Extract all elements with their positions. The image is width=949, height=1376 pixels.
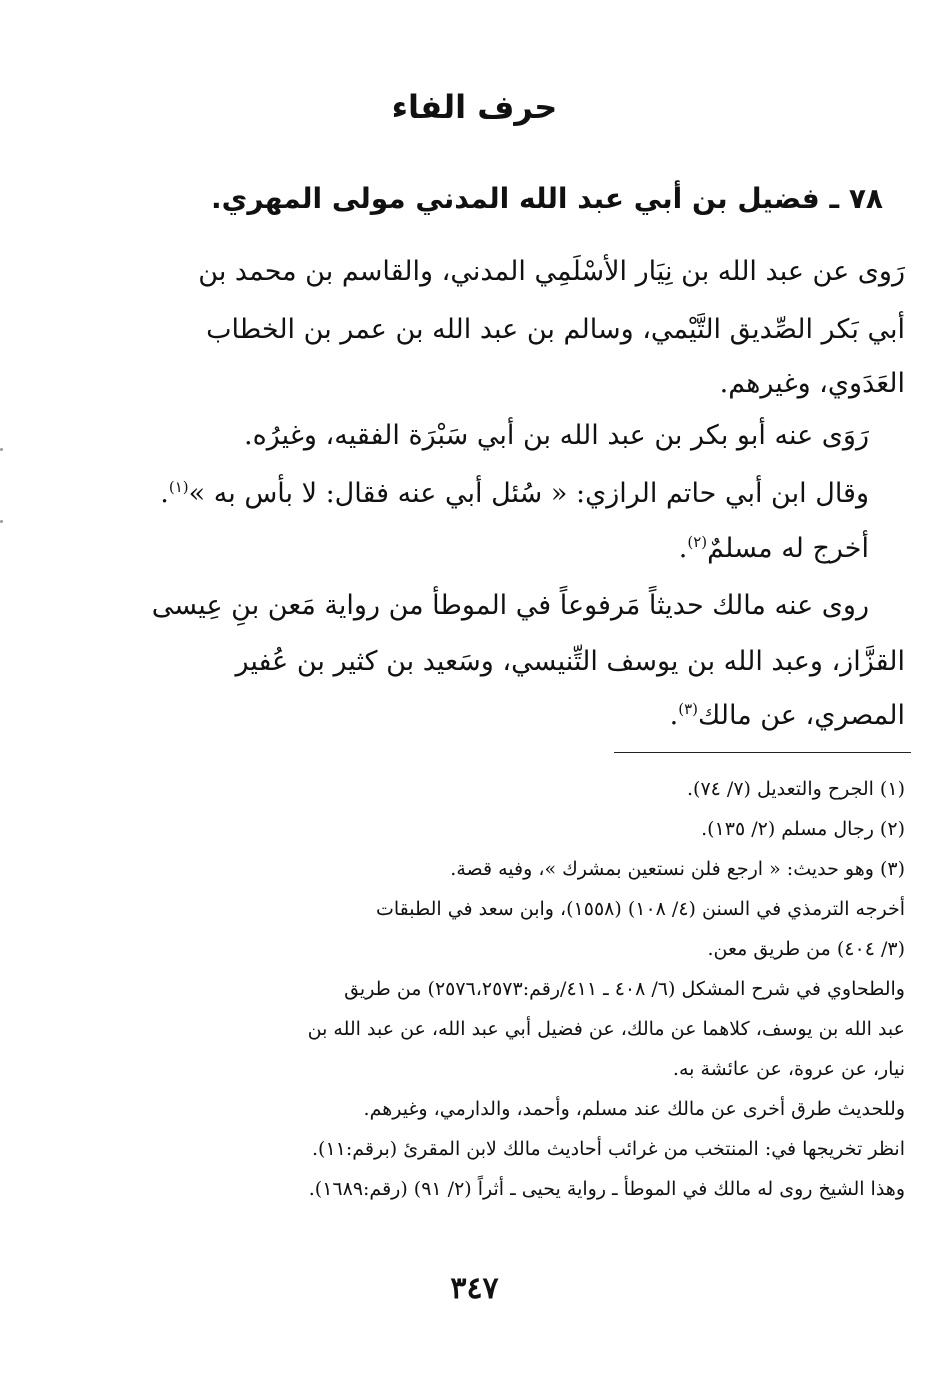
footnote-text: وللحديث طرق أخرى عن مالك عند مسلم، وأحمد، والدارمي، وغيرهم. [363,1098,905,1120]
footnote-text: وهذا الشيخ روى له مالك في الموطأ ـ رواية يحيى ـ أثراً (٢/ ٩١) (رقم:١٦٨٩). [308,1178,905,1200]
footnote: (٣) وهو حديث: « ارجع فلن نستعين بمشرك »، وفيه قصة. [450,858,905,880]
scan-speck [0,448,3,451]
footnote-text: (٣/ ٤٠٤) من طريق معن. [707,938,905,960]
footnote-text: عبد الله بن يوسف، كلاهما عن مالك، عن فضيل أبي عبد الله، عن عبد الله بن [307,1018,905,1040]
footnote-separator [614,752,911,753]
footnote-text: والطحاوي في شرح المشكل (٦/ ٤٠٨ ـ ٤١١/رقم:٢٥٧٦،٢٥٧٣) من طريق [344,978,905,1000]
footnote-ref: (٣) [678,700,698,718]
scan-speck [0,520,3,523]
body-text: المصري، عن مالك [698,700,905,731]
footnote: (١) الجرح والتعديل (٧/ ٧٤). [686,778,905,800]
quote-text: وقال ابن أبي حاتم الرازي: « سُئل أبي عنه فقال: لا بأس به » [188,478,869,509]
chapter-title: حرف الفاء [391,88,558,126]
footnote-text: أخرجه الترمذي في السنن (٤/ ١٠٨) (١٥٥٨)، وابن سعد في الطبقات [375,898,905,920]
entry-heading: ٧٨ ـ فضيل بن أبي عبد الله المدني مولى المهري. [211,182,883,215]
body-line-with-footnote: المصري، عن مالك$^{(٣)}$. [669,700,905,731]
footnote-text: نيار، عن عروة، عن عائشة به. [672,1058,905,1080]
footnote-text: انظر تخريجها في: المنتخب من غرائب أحاديث مالك لابن المقرئ (برقم:١١). [312,1138,905,1160]
footnote-ref: (٢) [687,533,708,551]
body-line: رَوَى عنه أبو بكر بن عبد الله بن أبي سَبْرَة الفقيه، وغيرُه. [244,420,869,451]
body-line-with-footnote: أخرج له مسلمٌ$^{(٢)}$. [678,533,869,564]
footnote-ref: (١) [168,478,189,496]
page-number: ٣٤٧ [450,1271,499,1306]
body-line: رَوى عن عبد الله بن نِيَار الأسْلَمِي المدني، والقاسم بن محمد بن [198,256,905,287]
body-text: أخرج له مسلمٌ [707,533,869,564]
body-line-with-footnote: وقال ابن أبي حاتم الرازي: « سُئل أبي عنه فقال: لا بأس به »$^{(١)}$. [160,478,869,509]
body-line: روى عنه مالك حديثاً مَرفوعاً في الموطأ من رواية مَعن بنِ عِيسى [151,590,869,621]
body-line: القزَّاز، وعبد الله بن يوسف التِّنيسي، وسَعيد بن كثير بن عُفير [235,646,905,677]
body-line: أبي بَكر الصِّديق التَّيْمي، وسالم بن عبد الله بن عمر بن الخطاب [206,314,905,345]
body-line: العَدَوي، وغيرهم. [719,368,905,399]
footnote: (٢) رجال مسلم (٢/ ١٣٥). [701,818,905,840]
